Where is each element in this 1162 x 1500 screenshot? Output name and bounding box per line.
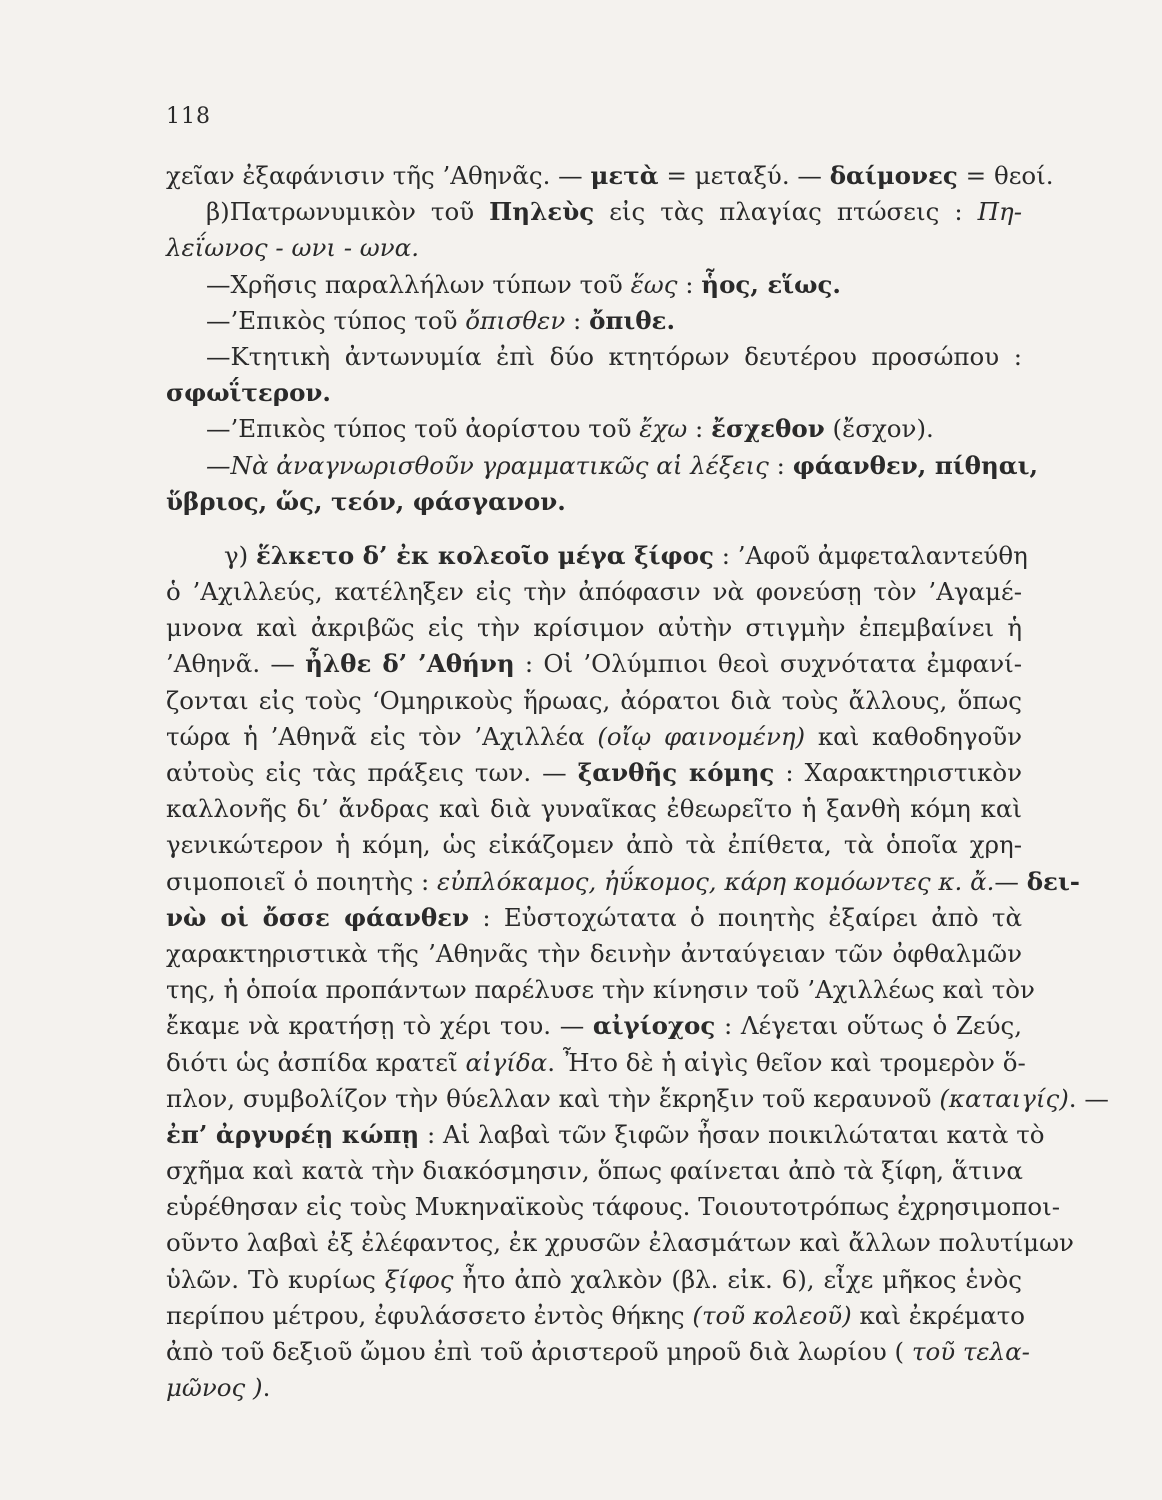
text-line	[166, 484, 1022, 520]
text-run: ζονται εἰς τοὺς ‘Ομηρικοὺς ἥρωας, ἀόρατοι διὰ τοὺς ἄλλους, ὅπως	[166, 685, 1022, 715]
italic-text: Πη-	[977, 197, 1022, 227]
text-line	[166, 1189, 1061, 1225]
text-run: ἀπὸ τοῦ δεξιοῦ ὤμου ἐπὶ τοῦ ἀριστεροῦ μηροῦ διὰ λωρίου (	[166, 1337, 912, 1366]
text-line	[166, 1334, 1030, 1370]
text-run: οῦντο λαβαὶ ἐξ ἐλέφαντος, ἐκ χρυσῶν ἐλασμάτων καὶ ἄλλων πολυτίμων	[166, 1228, 1074, 1258]
page-number: 118	[166, 104, 211, 129]
text-run: : Λέγεται οὕτως ὁ Ζεύς,	[715, 1011, 1022, 1041]
text-line	[166, 1117, 1045, 1153]
text-run: : Αἱ λαβαὶ τῶν ξιφῶν ἦσαν ποικιλώταται κατὰ τὸ	[419, 1119, 1045, 1149]
text-line	[166, 1153, 1022, 1189]
text-run: γενικώτερον ἡ κόμη, ὡς εἰκάζομεν ἀπὸ τὰ ἐπίθετα, τὰ ὁποῖα χρη-	[166, 830, 1022, 860]
text-line	[166, 538, 1028, 574]
italic-text: —Νὰ ἀναγνωρισθοῦν γραμματικῶς αἱ λέξεις	[206, 450, 769, 480]
text-line	[166, 230, 1022, 266]
italic-text: ἔχω	[639, 414, 688, 444]
text-run: :	[768, 450, 793, 480]
italic-text: (τοῦ κολεοῦ)	[692, 1300, 852, 1330]
text-line	[166, 158, 1054, 194]
text-run: (ἔσχον).	[824, 414, 934, 444]
text-run: χαρακτηριστικὰ τῆς ’Αθηνᾶς τὴν δεινὴν ἀνταύγειαν τῶν ὀφθαλμῶν	[166, 938, 1022, 968]
text-line	[166, 610, 1022, 646]
text-line	[166, 1298, 1026, 1334]
text-run: :	[687, 414, 712, 444]
text-run: τώρα ἡ ’Αθηνᾶ εἰς τὸν ’Αχιλλέα	[166, 721, 598, 751]
text-run: γ)	[224, 540, 256, 570]
text-run: μνονα καὶ ἀκριβῶς εἰς τὴν κρίσιμον αὐτὴν στιγμὴν ἐπεμβαίνει ἡ	[166, 613, 1022, 643]
text-run: καὶ καθοδηγοῦν	[805, 721, 1022, 751]
text-line	[166, 864, 1080, 900]
bold-term: ξανθῆς κόμης	[577, 758, 775, 787]
text-run: καλλονῆς δι’ ἄνδρας καὶ διὰ γυναῖκας ἐθεωρεῖτο ἡ ξανθὴ κόμη καὶ	[166, 794, 1022, 824]
text-run: ὑλῶν. Τὸ κυρίως	[166, 1264, 385, 1294]
text-run: : Χαρακτηριστικὸν	[774, 758, 1022, 787]
text-line	[166, 411, 1022, 447]
text-run: ὁ ’Αχιλλεύς, κατέληξεν εἰς τὴν ἀπόφασιν νὰ φονεύσῃ τὸν ’Αγαμέ-	[166, 577, 1022, 607]
text-line	[166, 1370, 1022, 1406]
text-line	[166, 1225, 1074, 1261]
bold-term: αἰγίοχος	[592, 1011, 716, 1041]
text-run: . Ἦτο δὲ ἡ αἰγὶς θεῖον καὶ τρομερὸν ὅ-	[547, 1047, 1026, 1077]
text-run: :	[677, 269, 702, 299]
text-run: . —	[1068, 1083, 1109, 1113]
bold-term: ἔσχεθον	[711, 414, 825, 444]
text-run: της, ἡ ὁποία προπάντων παρέλυσε τὴν κίνησιν τοῦ ’Αχιλλέως καὶ τὸν	[166, 975, 1035, 1005]
text-line	[166, 448, 1039, 484]
text-run: : ’Αφοῦ ἀμφεταλαντεύθη	[713, 540, 1028, 570]
text-line	[166, 827, 1022, 863]
text-run: β)Πατρωνυμικὸν τοῦ	[206, 197, 490, 227]
bold-term: φάανθεν, πίθηαι,	[792, 450, 1039, 480]
text-line	[166, 683, 1022, 719]
bold-term: δαίμονες	[829, 161, 958, 190]
bold-term: νὼ οἱ ὄσσε φάανθεν	[166, 902, 470, 932]
text-run: : Οἱ ’Ολύμπιοι θεοὶ συχνότατα ἐμφανί-	[514, 649, 1022, 679]
text-run: εὑρέθησαν εἰς τοὺς Μυκηναϊκοὺς τάφους. Τοιουτοτρόπως ἐχρησιμοποι-	[166, 1192, 1061, 1222]
text-run: = μεταξύ. —	[658, 161, 830, 190]
text-line	[166, 719, 1022, 755]
text-run: πλον, συμβολίζον τὴν θύελλαν καὶ τὴν ἔκρηξιν τοῦ κεραυνοῦ	[166, 1083, 940, 1113]
text-run: .	[262, 1373, 271, 1403]
text-line	[166, 1262, 1022, 1298]
text-line	[166, 574, 1022, 610]
italic-text: μῶνος )	[166, 1373, 263, 1403]
text-run: :	[565, 305, 590, 335]
text-line	[166, 303, 1022, 339]
text-run: αὐτοὺς εἰς τὰς πράξεις των. —	[166, 758, 578, 787]
text-line	[166, 755, 1022, 791]
text-run: —’Επικὸς τύπος τοῦ ἀορίστου τοῦ	[206, 414, 640, 444]
bold-term: ἧος, εἵως.	[701, 269, 841, 299]
text-run: διότι ὡς ἀσπίδα κρατεῖ	[166, 1047, 466, 1077]
text-run: = θεοί.	[957, 161, 1054, 190]
text-run: σχῆμα καὶ κατὰ τὴν διακόσμησιν, ὅπως φαίνεται ἀπὸ τὰ ξίφη, ἅτινα	[166, 1156, 1023, 1186]
italic-text: αἰγίδα	[465, 1047, 548, 1077]
text-run: καὶ ἐκρέματο	[851, 1300, 1026, 1330]
text-line	[166, 339, 1022, 375]
text-run: χεῖαν ἐξαφάνισιν τῆς ’Αθηνᾶς. —	[166, 161, 591, 190]
bold-term: ἦλθε δ’ ’Αθήνη	[305, 649, 515, 679]
bold-term: σφωΐτερον.	[166, 378, 331, 408]
text-run: ἦτο ἀπὸ χαλκὸν (βλ. εἰκ. 6), εἶχε μῆκος ἑνὸς	[453, 1264, 1023, 1294]
bold-term: Πηλεὺς	[489, 197, 595, 227]
bold-term: ὕβριος, ὥς, τεόν, φάσγανον.	[166, 486, 566, 516]
italic-text: ἕως	[630, 269, 678, 299]
text-line	[166, 1081, 1109, 1117]
text-line	[166, 194, 1022, 230]
italic-text: τοῦ τελα-	[911, 1337, 1030, 1366]
italic-text: (καταιγίς)	[939, 1083, 1069, 1113]
text-run: περίπου μέτρου, ἐφυλάσσετο ἐντὸς θήκης	[166, 1300, 693, 1330]
bold-term: μετὰ	[590, 161, 659, 190]
italic-text: εὐπλόκαμος, ἠΰκομος, κάρη κομόωντες κ. ἄ.	[437, 866, 995, 896]
text-line	[166, 267, 1022, 303]
body-text	[166, 158, 1109, 1406]
text-line	[166, 936, 1022, 972]
text-run: ’Αθηνᾶ. —	[166, 649, 306, 679]
text-line	[166, 972, 1035, 1008]
text-line	[166, 1008, 1022, 1044]
text-run: —	[994, 866, 1027, 896]
text-line	[166, 900, 1022, 936]
text-run: —Χρῆσις παραλλήλων τύπων τοῦ	[206, 269, 631, 299]
text-run: : Εὐστοχώτατα ὁ ποιητὴς ἐξαίρει ἀπὸ τὰ	[469, 902, 1022, 932]
italic-text: ξίφος	[384, 1264, 454, 1294]
paragraph-gap	[166, 520, 1022, 538]
text-line	[166, 646, 1022, 682]
text-run: —’Επικὸς τύπος τοῦ	[206, 305, 466, 335]
text-run: εἰς τὰς πλαγίας πτώσεις :	[594, 197, 978, 227]
italic-text: λεΐωνος - ωνι - ωνα.	[166, 233, 420, 263]
text-run: ἔκαμε νὰ κρατήσῃ τὸ χέρι του. —	[166, 1011, 593, 1041]
bold-term: ὄπιθε.	[589, 305, 675, 335]
bold-term: ἕλκετο δ’ ἐκ κολεοῖο μέγα ξίφος	[256, 540, 714, 570]
text-line	[166, 1045, 1026, 1081]
text-run: σιμοποιεῖ ὁ ποιητὴς :	[166, 866, 438, 896]
bold-term: ἐπ’ ἀργυρέῃ κώπῃ	[166, 1119, 420, 1149]
text-line	[166, 791, 1022, 827]
bold-term: δει-	[1026, 866, 1080, 896]
italic-text: (οἴῳ φαινομένη)	[597, 721, 806, 751]
italic-text: ὄπισθεν	[465, 305, 566, 335]
text-line	[166, 375, 1022, 411]
text-run: —Κτητικὴ ἀντωνυμία ἐπὶ δύο κτητόρων δευτέρου προσώπου :	[206, 341, 1022, 371]
